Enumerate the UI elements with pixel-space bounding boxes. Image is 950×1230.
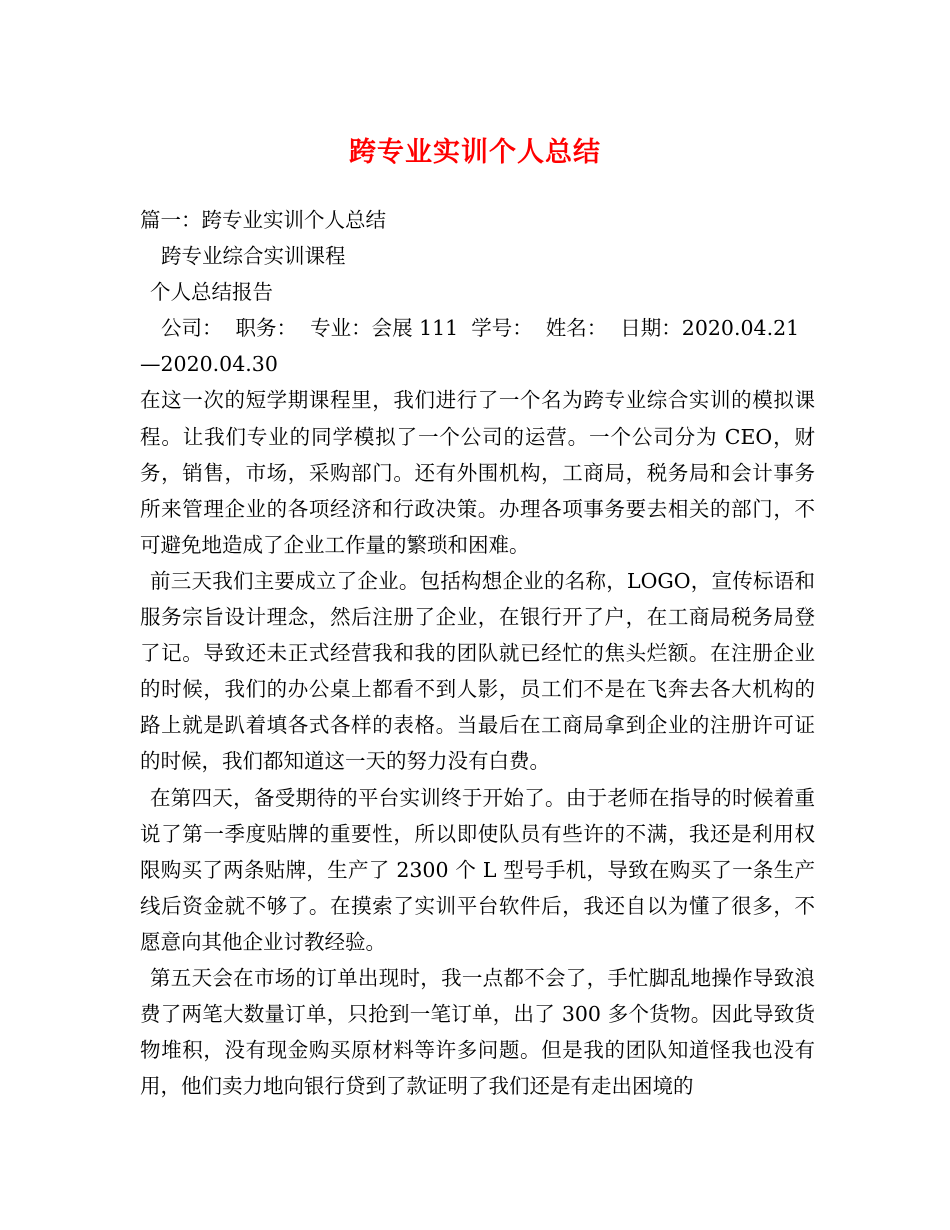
paragraph-1: 在这一次的短学期课程里，我们进行了一个名为跨专业综合实训的模拟课程。让我们专业的同学模拟了一个公司的运营。一个公司分为 CEO，财务，销售，市场，采购部门。还有外围机构，工商局，税务局和会计事务所来管理企业的各项经济和行政决策。办理各项事务要去相关的部门，不可避免地造成了企业工作量的繁琐和困难。 [140, 388, 815, 557]
paragraph-2: 前三天我们主要成立了企业。包括构想企业的名称，LOGO，宣传标语和服务宗旨设计理念，然后注册了企业，在银行开了户，在工商局税务局登了记。导致还未正式经营我和我的团队就已经忙的焦头烂额。在注册企业的时候，我们的办公桌上都看不到人影，员工们不是在飞奔去各大机构的路上就是趴着填各式各样的表格。当最后在工商局拿到企业的注册许可证的时候，我们都知道这一天的努力没有白费。 [140, 568, 815, 774]
paragraph-4: 第五天会在市场的订单出现时，我一点都不会了，手忙脚乱地操作导致浪费了两笔大数量订单，只抢到一笔订单，出了 300 多个货物。因此导致货物堆积，没有现金购买原材料等许多问题。但是我的团队知道怪我也没有用，他们卖力地向银行贷到了款证明了我们还是有走出困境的 [140, 965, 815, 1099]
document-title: 跨专业实训个人总结 [349, 137, 601, 168]
report-name: 个人总结报告 [150, 280, 273, 305]
info-line-continued: —2020.04.30 [140, 352, 278, 377]
course-name: 跨专业综合实训课程 [161, 244, 346, 269]
info-line: 公司： 职务： 专业：会展 111 学号： 姓名： 日期：2020.04.21 [161, 316, 800, 341]
document-body [140, 202, 815, 1104]
paragraph-3: 在第四天，备受期待的平台实训终于开始了。由于老师在指导的时候着重说了第一季度贴牌的重要性，所以即使队员有些许的不满，我还是利用权限购买了两条贴牌，生产了 2300 个 L 型号手机，导致在购买了一条生产线后资金就不够了。在摸索了实训平台软件后，我还自以为懂了很多，不愿意向其他企业讨教经验。 [140, 785, 815, 954]
section-heading: 篇一：跨专业实训个人总结 [140, 208, 386, 232]
